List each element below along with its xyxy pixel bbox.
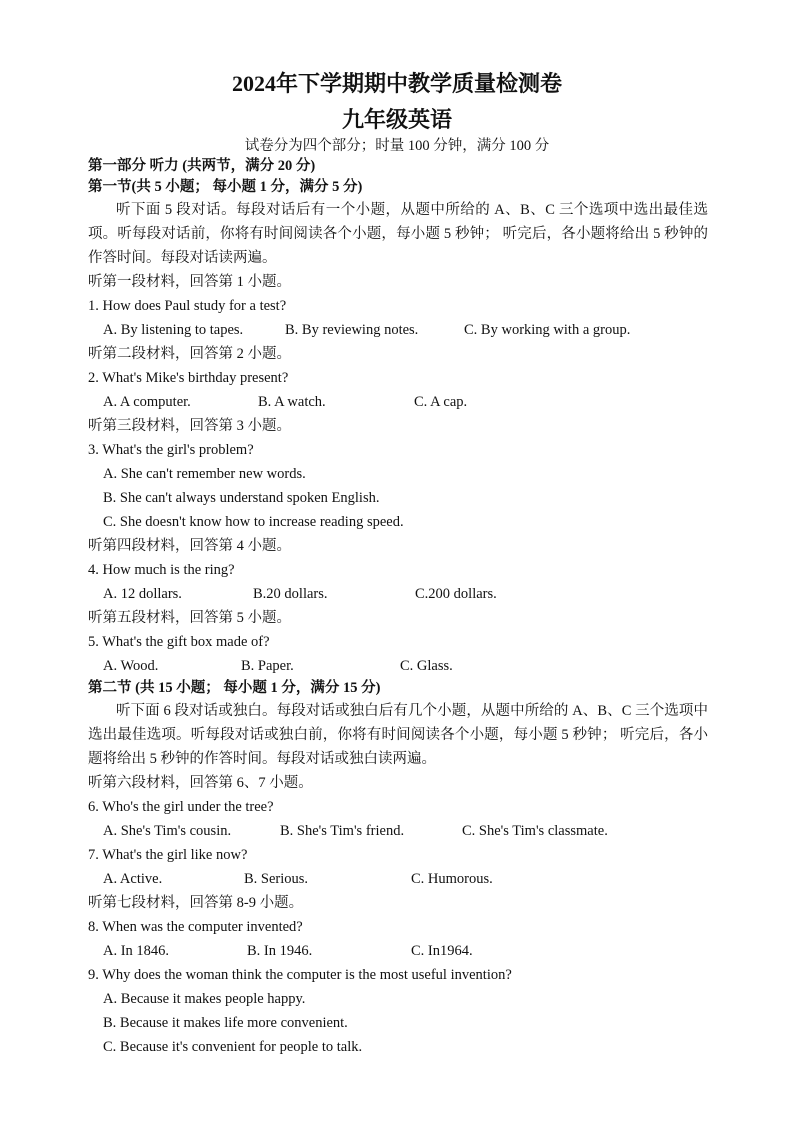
option-a: A. She's Tim's cousin. xyxy=(103,823,232,839)
section2-instructions: 听下面 6 段对话或独白。每段对话或独白后有几个小题，从题中所给的 A、B、C 三个选项中选出最佳选项。听每段对话或独白前，你将有时间阅读各个小题，每小题 5 秒钟； 听完后，各小题将给出 5 秒钟的作答时间。每段对话或独白读两遍。 xyxy=(88,703,708,767)
exam-note: 试卷分为四个部分；时量 100 分钟，满分 100 分 xyxy=(244,138,550,154)
question-9: 9. Why does the woman think the computer is the most useful invention? xyxy=(88,967,512,983)
listening-intro-3: 听第三段材料，回答第 3 小题。 xyxy=(88,418,291,434)
question-7: 7. What's the girl like now? xyxy=(88,847,248,863)
question-8-options xyxy=(88,939,708,963)
option-c: C. By working with a group. xyxy=(464,322,631,338)
option-c: C. A cap. xyxy=(414,394,468,410)
option-c: C. Glass. xyxy=(400,658,453,674)
option-b: B. Serious. xyxy=(244,871,309,887)
question-5-options xyxy=(88,654,708,678)
option-c: C. She's Tim's classmate. xyxy=(462,823,608,839)
listening-intro-1: 听第一段材料，回答第 1 小题。 xyxy=(88,274,291,290)
question-4: 4. How much is the ring? xyxy=(88,562,235,578)
option-b: B. Because it makes life more convenient. xyxy=(103,1015,348,1031)
option-b: B. A watch. xyxy=(258,394,326,410)
option-c: C. Humorous. xyxy=(411,871,493,887)
question-6: 6. Who's the girl under the tree? xyxy=(88,799,274,815)
option-b: B.20 dollars. xyxy=(253,586,328,602)
option-c: C. In1964. xyxy=(411,943,473,959)
option-a: A. A computer. xyxy=(103,394,191,410)
question-8: 8. When was the computer invented? xyxy=(88,919,303,935)
option-b: B. She's Tim's friend. xyxy=(280,823,405,839)
subject-title: 九年级英语 xyxy=(341,107,452,132)
option-b: B. She can't always understand spoken English. xyxy=(103,490,380,506)
option-c: C. She doesn't know how to increase reading speed. xyxy=(103,514,404,530)
section1-heading: 第一节(共 5 小题； 每小题 1 分，满分 5 分) xyxy=(88,179,363,195)
option-a: A. She can't remember new words. xyxy=(103,466,306,482)
option-c: C.200 dollars. xyxy=(415,586,497,602)
listening-intro-4: 听第四段材料，回答第 4 小题。 xyxy=(88,538,291,554)
option-c: C. Because it's convenient for people to talk. xyxy=(103,1039,363,1055)
option-a: A. By listening to tapes. xyxy=(103,322,244,338)
option-a: A. Because it makes people happy. xyxy=(103,991,306,1007)
option-a: A. In 1846. xyxy=(103,943,170,959)
question-3: 3. What's the girl's problem? xyxy=(88,442,254,458)
question-1-options xyxy=(88,318,708,342)
listening-intro-7: 听第七段材料，回答第 8-9 小题。 xyxy=(88,895,304,911)
listening-intro-5: 听第五段材料，回答第 5 小题。 xyxy=(88,610,291,626)
question-4-options xyxy=(88,582,708,606)
option-b: B. Paper. xyxy=(241,658,294,674)
section2-heading: 第二节 (共 15 小题； 每小题 1 分，满分 15 分) xyxy=(88,680,381,696)
question-2-options xyxy=(88,390,708,414)
option-b: B. In 1946. xyxy=(247,943,313,959)
section1-instructions: 听下面 5 段对话。每段对话后有一个小题，从题中所给的 A、B、C 三个选项中选出最佳选项。听每段对话前，你将有时间阅读各个小题，每小题 5 秒钟； 听完后，各小题将给出 5 秒钟的作答时间。每段对话读两遍。 xyxy=(88,202,708,266)
listening-intro-6: 听第六段材料，回答第 6、7 小题。 xyxy=(88,775,313,791)
exam-content xyxy=(88,156,708,1059)
part1-heading: 第一部分 听力 (共两节，满分 20 分) xyxy=(88,158,316,174)
option-a: A. Active. xyxy=(103,871,163,887)
exam-title: 2024年下学期期中教学质量检测卷 xyxy=(231,71,562,96)
option-b: B. By reviewing notes. xyxy=(285,322,419,338)
question-7-options xyxy=(88,867,708,891)
question-6-options xyxy=(88,819,708,843)
question-5: 5. What's the gift box made of? xyxy=(88,634,270,650)
question-2: 2. What's Mike's birthday present? xyxy=(88,370,289,386)
question-1: 1. How does Paul study for a test? xyxy=(88,298,287,314)
listening-intro-2: 听第二段材料，回答第 2 小题。 xyxy=(88,346,291,362)
option-a: A. 12 dollars. xyxy=(103,586,182,602)
option-a: A. Wood. xyxy=(103,658,159,674)
